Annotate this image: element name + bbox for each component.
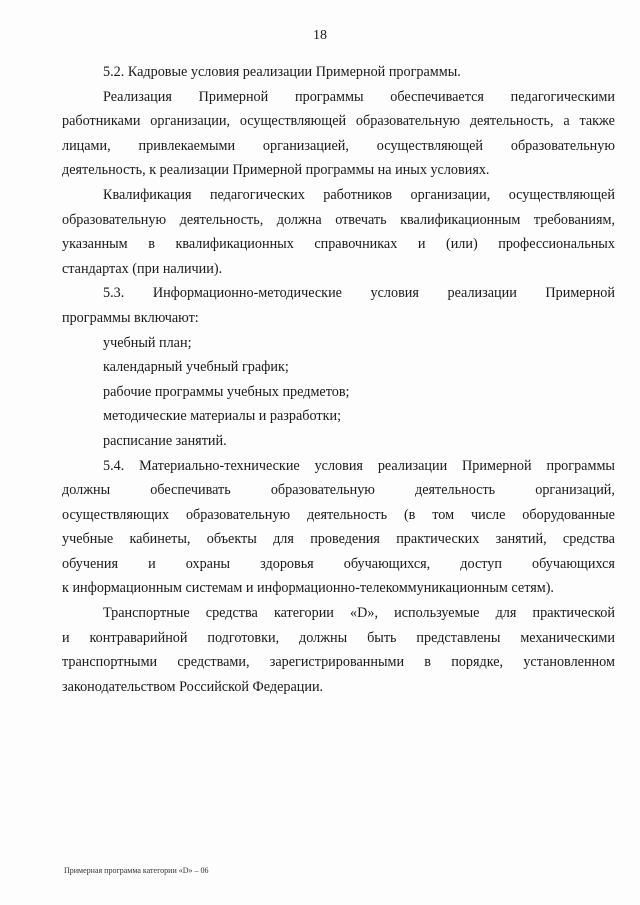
page-number: 18: [313, 28, 327, 43]
text-line: учебный план;: [103, 334, 192, 351]
text-line: законодательством Российской Федерации.: [62, 678, 324, 695]
text-line: осуществляющих образовательную деятельность (в том числе оборудованные: [62, 506, 615, 523]
text-line: транспортными средствами, зарегистрированными в порядке, установленном: [62, 654, 615, 671]
text-line: стандартах (при наличии).: [62, 260, 223, 277]
text-line: указанным в квалификационных справочниках и (или) профессиональных: [62, 236, 615, 253]
text-line: программы включают:: [62, 309, 199, 326]
paragraph: [62, 85, 615, 183]
text-line: рабочие программы учебных предметов;: [103, 383, 350, 400]
paragraph: [62, 60, 615, 85]
text-line: учебные кабинеты, объекты для проведения практических занятий, средства: [62, 531, 615, 548]
text-line: образовательную деятельность, должна отвечать квалификационным требованиям,: [62, 211, 615, 228]
paragraph: [62, 331, 615, 454]
text-line: 5.3. Информационно-методические условия реализации Примерной: [103, 285, 615, 302]
paragraph: [62, 601, 615, 699]
text-line: методические материалы и разработки;: [103, 408, 342, 425]
text-line: 5.2. Кадровые условия реализации Примерной программы.: [103, 64, 461, 80]
document-body: [62, 60, 615, 699]
text-line: календарный учебный график;: [103, 359, 289, 376]
text-line: обучения и охраны здоровья обучающихся, доступ обучающихся: [62, 555, 615, 572]
text-line: и контраварийной подготовки, должны быть представлены механическими: [62, 629, 615, 646]
text-line: должны обеспечивать образовательную деятельность организаций,: [62, 482, 615, 499]
text-line: деятельность, к реализации Примерной программы на иных условиях.: [62, 162, 490, 179]
text-line: 5.4. Материально-технические условия реализации Примерной программы: [103, 457, 615, 474]
text-line: Транспортные средства категории «D», используемые для практической: [103, 605, 615, 622]
paragraph: [62, 454, 615, 602]
text-line: Реализация Примерной программы обеспечивается педагогическими: [103, 88, 615, 105]
text-line: к информационным системам и информационно-телекоммуникационным сетям).: [62, 580, 554, 597]
text-line: расписание занятий.: [103, 432, 227, 449]
paragraph: [62, 281, 615, 330]
text-line: работниками организации, осуществляющей образовательную деятельность, а также: [62, 113, 615, 130]
text-line: Квалификация педагогических работников организации, осуществляющей: [103, 186, 615, 203]
page-footer: Примерная программа категории «D» – 06: [64, 866, 209, 875]
text-line: лицами, привлекаемыми организацией, осуществляющей образовательную: [62, 137, 615, 154]
paragraph: [62, 183, 615, 281]
